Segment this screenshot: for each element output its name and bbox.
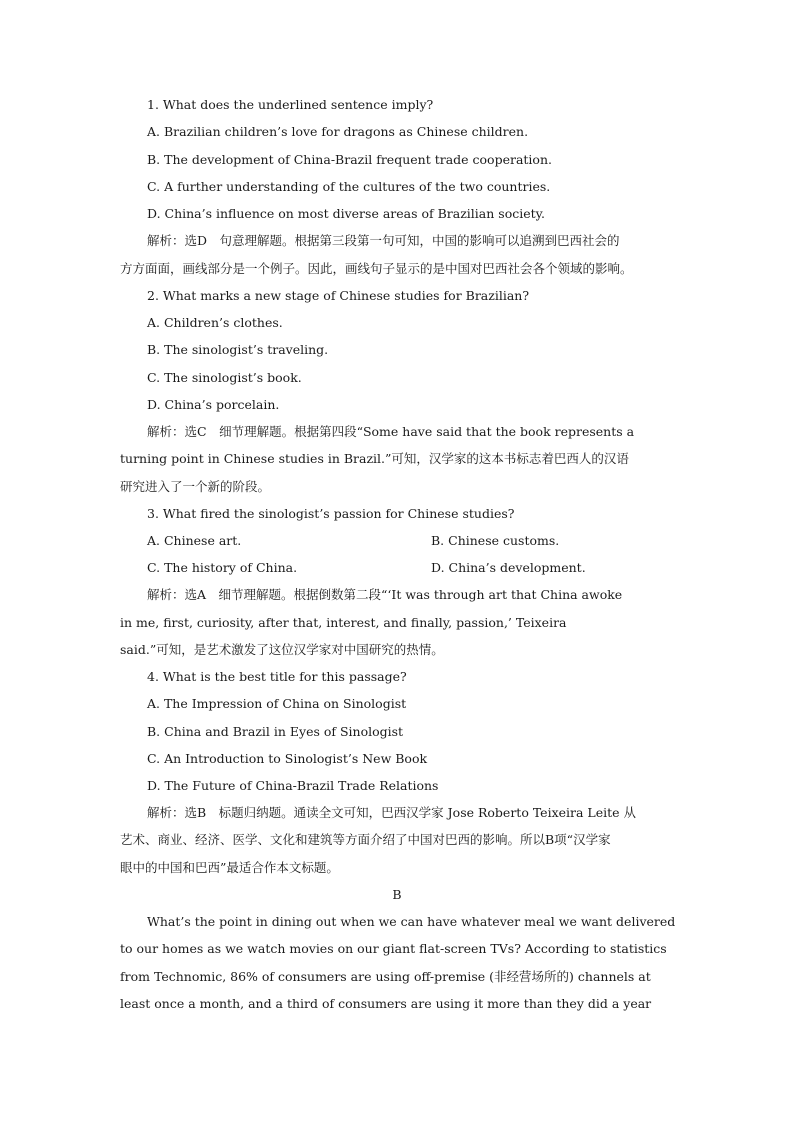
- q1-analysis-line: 方方面面，画线部分是一个例子。因此，画线句子显示的是中国对巴西社会各个领域的影响。: [120, 261, 633, 276]
- q2-option-d: D. China’s porcelain.: [147, 397, 280, 412]
- q1-analysis-line: 解析：选D 句意理解题。根据第三段第一句可知，中国的影响可以追溯到巴西社会的: [147, 233, 620, 248]
- question-2: 2. What marks a new stage of Chinese studies for Brazilian?: [147, 288, 530, 303]
- q1-option-c: C. A further understanding of the cultures of the two countries.: [147, 179, 551, 194]
- section-heading: B: [392, 887, 402, 902]
- q1-option-d: D. China’s influence on most diverse areas of Brazilian society.: [147, 206, 546, 221]
- passage-line: to our homes as we watch movies on our giant flat-screen TVs? According to statistics: [120, 941, 667, 956]
- q3-option-a: A. Chinese art.: [147, 533, 242, 548]
- q2-option-c: C. The sinologist’s book.: [147, 370, 302, 385]
- passage-line: least once a month, and a third of consumers are using it more than they did a year: [120, 996, 652, 1011]
- q2-analysis-line: turning point in Chinese studies in Brazil.”可知，汉学家的这本书标志着巴西人的汉语: [120, 451, 629, 466]
- q3-analysis-line: in me, first, curiosity, after that, interest, and finally, passion,’ Teixeira: [120, 615, 567, 630]
- q2-option-b: B. The sinologist’s traveling.: [147, 342, 329, 357]
- q4-analysis-line: 眼中的中国和巴西”最适合作本文标题。: [120, 860, 339, 875]
- question-4: 4. What is the best title for this passage?: [147, 669, 407, 684]
- q4-analysis-line: 艺术、商业、经济、医学、文化和建筑等方面介绍了中国对巴西的影响。所以B项“汉学家: [120, 832, 611, 847]
- passage-line: What’s the point in dining out when we can have whatever meal we want delivered: [147, 914, 676, 929]
- q2-analysis-line: 解析：选C 细节理解题。根据第四段“Some have said that the book represents a: [147, 424, 635, 439]
- q4-analysis-line: 解析：选B 标题归纳题。通读全文可知，巴西汉学家 Jose Roberto Teixeira Leite 从: [147, 805, 637, 820]
- q1-option-b: B. The development of China-Brazil frequent trade cooperation.: [147, 152, 552, 167]
- q3-analysis-line: 解析：选A 细节理解题。根据倒数第二段“‘It was through art that China awoke: [147, 587, 623, 602]
- q2-option-a: A. Children’s clothes.: [147, 315, 283, 330]
- q4-option-b: B. China and Brazil in Eyes of Sinologist: [147, 724, 404, 739]
- q4-option-a: A. The Impression of China on Sinologist: [147, 696, 407, 711]
- passage-line: from Technomic, 86% of consumers are using off-premise (非经营场所的) channels at: [120, 969, 651, 984]
- q3-option-d: D. China’s development.: [431, 560, 586, 575]
- q3-option-c: C. The history of China.: [147, 560, 298, 575]
- q4-option-c: C. An Introduction to Sinologist’s New Book: [147, 751, 428, 766]
- q2-analysis-line: 研究进入了一个新的阶段。: [120, 479, 271, 494]
- question-1: 1. What does the underlined sentence imply?: [147, 97, 434, 112]
- q4-option-d: D. The Future of China-Brazil Trade Relations: [147, 778, 439, 793]
- q3-analysis-line: said.”可知，是艺术激发了这位汉学家对中国研究的热情。: [120, 642, 444, 657]
- question-3: 3. What fired the sinologist’s passion for Chinese studies?: [147, 506, 515, 521]
- q3-option-b: B. Chinese customs.: [431, 533, 560, 548]
- q1-option-a: A. Brazilian children’s love for dragons as Chinese children.: [147, 124, 529, 139]
